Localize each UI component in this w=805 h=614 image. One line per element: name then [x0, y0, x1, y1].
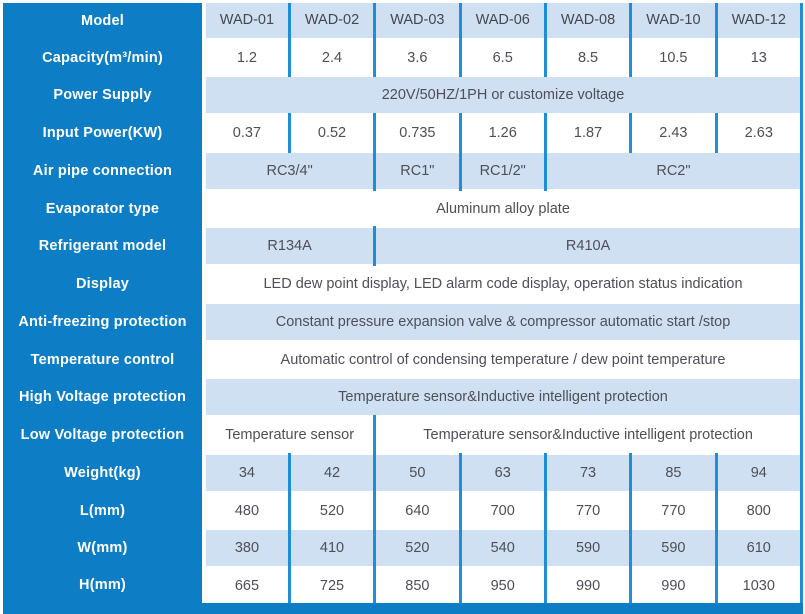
table-row — [3, 529, 802, 567]
spec-table — [3, 3, 803, 603]
model-header-cell: WAD-02 — [289, 3, 374, 39]
table-row — [3, 454, 802, 492]
spec-cell: 2.63 — [716, 114, 801, 152]
model-header-cell: WAD-12 — [716, 3, 801, 39]
spec-cell: 990 — [631, 567, 716, 603]
table-header-row — [3, 3, 802, 39]
spec-cell: 1030 — [716, 567, 801, 603]
spec-cell: 380 — [204, 529, 289, 567]
table-row — [3, 341, 802, 379]
spec-cell: 590 — [631, 529, 716, 567]
spec-cell: RC1" — [375, 152, 460, 190]
spec-cell: 1.26 — [460, 114, 545, 152]
row-label: W(mm) — [3, 529, 204, 567]
model-header-cell: WAD-06 — [460, 3, 545, 39]
spec-cell: 34 — [204, 454, 289, 492]
table-row — [3, 492, 802, 530]
spec-cell: 6.5 — [460, 39, 545, 77]
spec-cell: Temperature sensor — [204, 416, 375, 454]
spec-cell: 800 — [716, 492, 801, 530]
row-label: L(mm) — [3, 492, 204, 530]
spec-cell: RC2" — [545, 152, 801, 190]
spec-cell: R410A — [375, 227, 802, 265]
spec-cell: 480 — [204, 492, 289, 530]
spec-cell: 220V/50HZ/1PH or customize voltage — [204, 76, 802, 114]
spec-cell: 640 — [375, 492, 460, 530]
spec-cell: 665 — [204, 567, 289, 603]
row-label: Low Voltage protection — [3, 416, 204, 454]
spec-cell: 770 — [545, 492, 630, 530]
table-row — [3, 114, 802, 152]
model-header-cell: WAD-08 — [545, 3, 630, 39]
spec-cell: 1.87 — [545, 114, 630, 152]
spec-cell: 50 — [375, 454, 460, 492]
spec-cell: Constant pressure expansion valve & compressor automatic start /stop — [204, 303, 802, 341]
table-row — [3, 265, 802, 303]
spec-cell: 2.4 — [289, 39, 374, 77]
spec-cell: Automatic control of condensing temperature / dew point temperature — [204, 341, 802, 379]
spec-cell: 8.5 — [545, 39, 630, 77]
spec-cell: 73 — [545, 454, 630, 492]
spec-cell: 63 — [460, 454, 545, 492]
row-label: High Voltage protection — [3, 378, 204, 416]
row-label: Anti-freezing protection — [3, 303, 204, 341]
bottom-accent-bar — [3, 603, 803, 614]
spec-cell: RC3/4" — [204, 152, 375, 190]
spec-cell: 85 — [631, 454, 716, 492]
spec-cell: Aluminum alloy plate — [204, 190, 802, 228]
spec-cell: 410 — [289, 529, 374, 567]
spec-cell: 13 — [716, 39, 801, 77]
row-label: Weight(kg) — [3, 454, 204, 492]
spec-cell: 990 — [545, 567, 630, 603]
spec-cell: 520 — [289, 492, 374, 530]
model-header-cell: WAD-03 — [375, 3, 460, 39]
spec-cell: 3.6 — [375, 39, 460, 77]
spec-cell: 1.2 — [204, 39, 289, 77]
model-header-cell: WAD-01 — [204, 3, 289, 39]
spec-cell: 2.43 — [631, 114, 716, 152]
spec-cell: 950 — [460, 567, 545, 603]
spec-cell: 0.735 — [375, 114, 460, 152]
row-label-model: Model — [3, 3, 204, 39]
spec-cell: 42 — [289, 454, 374, 492]
spec-cell: 520 — [375, 529, 460, 567]
spec-cell: Temperature sensor&Inductive intelligent protection — [204, 378, 802, 416]
spec-cell: 590 — [545, 529, 630, 567]
spec-cell: LED dew point display, LED alarm code display, operation status indication — [204, 265, 802, 303]
row-label: Display — [3, 265, 204, 303]
row-label: H(mm) — [3, 567, 204, 603]
row-label: Power Supply — [3, 76, 204, 114]
row-label: Input Power(KW) — [3, 114, 204, 152]
table-row — [3, 303, 802, 341]
row-label: Temperature control — [3, 341, 204, 379]
table-row — [3, 227, 802, 265]
row-label: Capacity(m³/min) — [3, 39, 204, 77]
row-label: Evaporator type — [3, 190, 204, 228]
spec-table-body — [3, 3, 802, 603]
spec-cell: 700 — [460, 492, 545, 530]
spec-cell: 850 — [375, 567, 460, 603]
spec-cell: 0.37 — [204, 114, 289, 152]
table-row — [3, 39, 802, 77]
spec-cell: Temperature sensor&Inductive intelligent protection — [375, 416, 802, 454]
spec-cell: RC1/2" — [460, 152, 545, 190]
spec-cell: 770 — [631, 492, 716, 530]
spec-cell: 0.52 — [289, 114, 374, 152]
table-row — [3, 416, 802, 454]
table-row — [3, 76, 802, 114]
table-row — [3, 190, 802, 228]
table-row — [3, 152, 802, 190]
spec-cell: 725 — [289, 567, 374, 603]
row-label: Air pipe connection — [3, 152, 204, 190]
model-header-cell: WAD-10 — [631, 3, 716, 39]
spec-cell: 10.5 — [631, 39, 716, 77]
spec-cell: R134A — [204, 227, 375, 265]
spec-cell: 94 — [716, 454, 801, 492]
table-row — [3, 567, 802, 603]
spec-cell: 610 — [716, 529, 801, 567]
spec-cell: 540 — [460, 529, 545, 567]
table-row — [3, 378, 802, 416]
row-label: Refrigerant model — [3, 227, 204, 265]
